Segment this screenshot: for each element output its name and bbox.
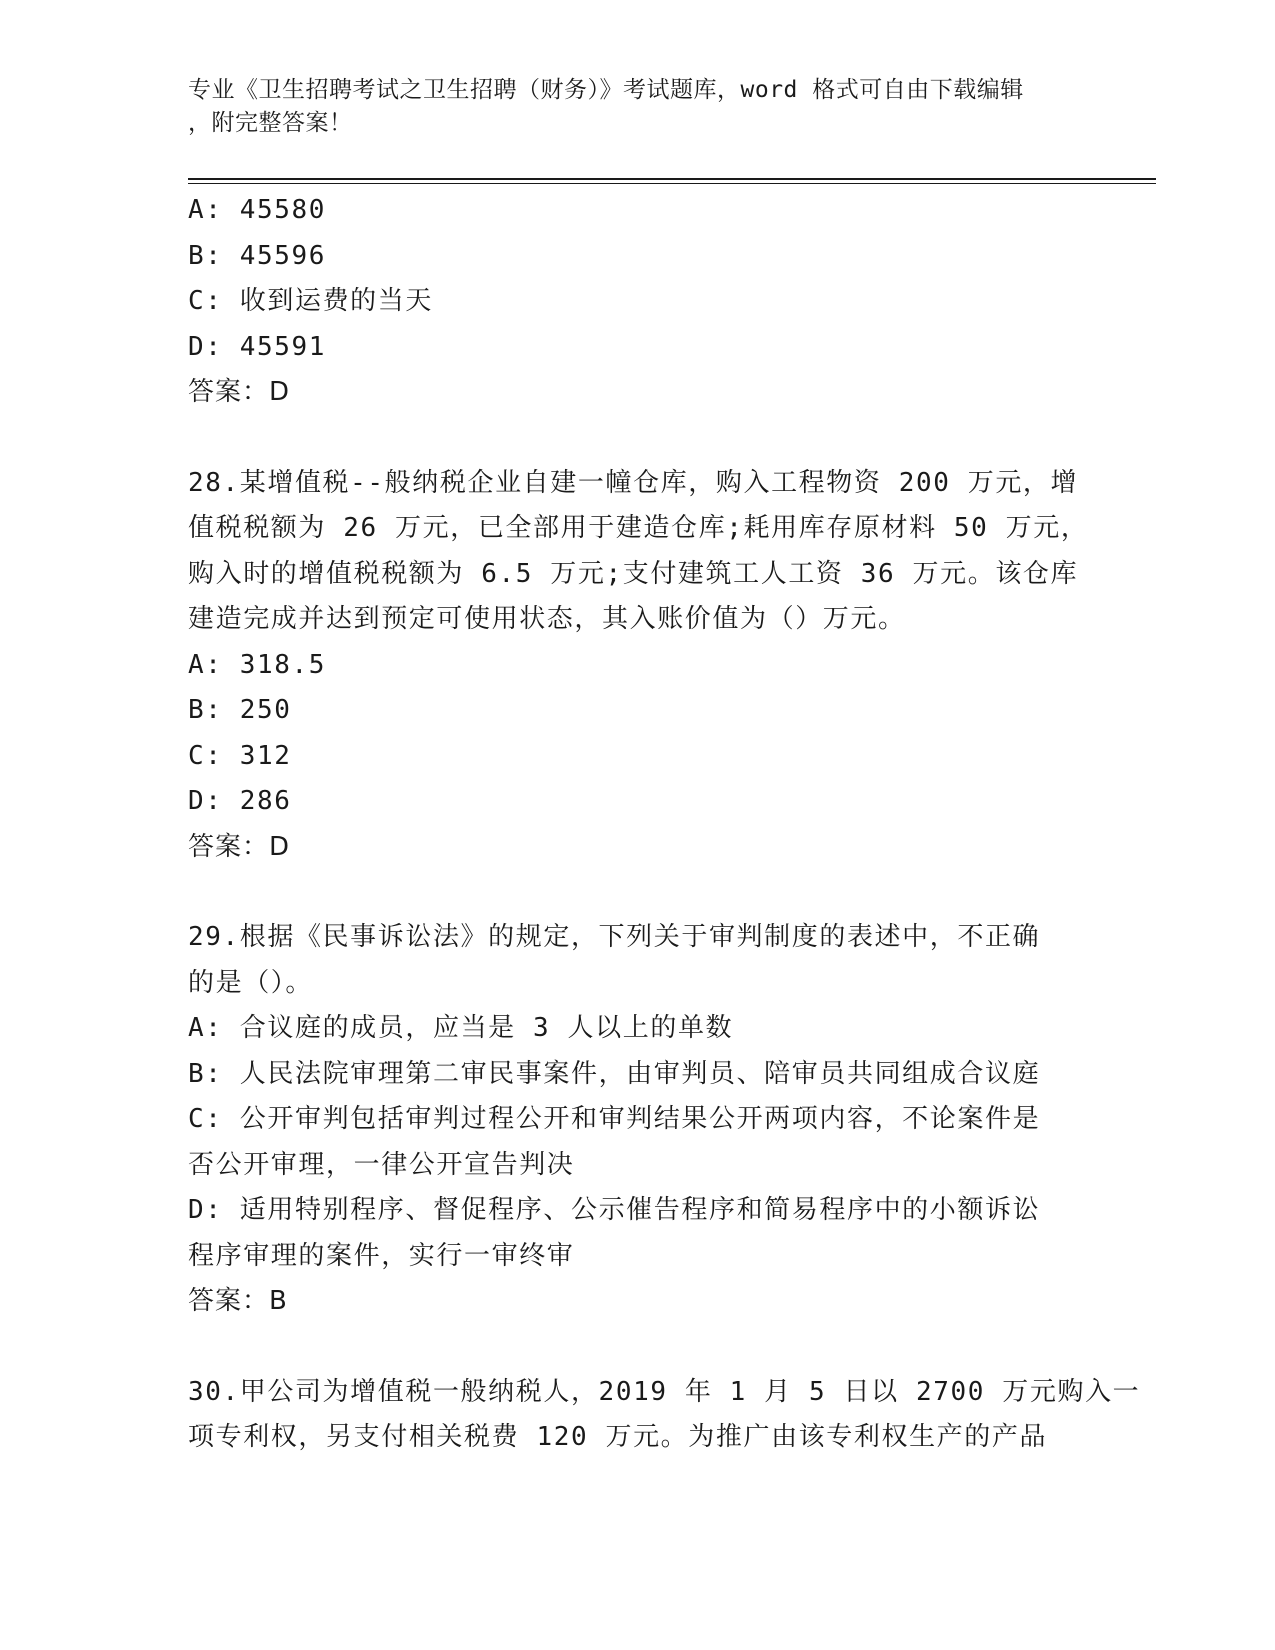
- option-d-continued: 程序审理的案件，实行一审终审: [188, 1240, 575, 1271]
- question-29: [188, 915, 1088, 1325]
- option-c-continued: 否公开审理，一律公开宣告判决: [188, 1149, 575, 1180]
- question-stem-line: 建造完成并达到预定可使用状态，其入账价值为（）万元。: [188, 604, 906, 634]
- option-c: C: 收到运费的当天: [188, 286, 433, 316]
- option-c: C: 公开审判包括审判过程公开和审判结果公开两项内容，不论案件是: [188, 1104, 1041, 1134]
- option-b: B: 人民法院审理第二审民事案件，由审判员、陪审员共同组成合议庭: [188, 1058, 1041, 1089]
- question-content: [188, 188, 1141, 1461]
- question-stem-line: 项专利权，另支付相关税费 120 万元。为推广由该专利权生产的产品: [188, 1422, 1048, 1452]
- option-b: B: 45596: [188, 240, 327, 271]
- option-a: A: 318.5: [188, 649, 327, 680]
- option-d: D: 286: [188, 786, 292, 816]
- header-line-2: ，附完整答案！: [188, 110, 353, 136]
- option-a: A: 合议庭的成员，应当是 3 人以上的单数: [188, 1013, 734, 1043]
- question-28: [188, 461, 1088, 871]
- question-stem-line: 28.某增值税--般纳税企业自建一幢仓库，购入工程物资 200 万元，增: [188, 467, 1079, 498]
- document-header: [188, 74, 1088, 140]
- option-b: B: 250: [188, 695, 292, 725]
- question-stem-line: 购入时的增值税税额为 6.5 万元;支付建筑工人工资 36 万元。该仓库: [188, 558, 1079, 589]
- option-a: A: 45580: [188, 195, 327, 225]
- question-30: [188, 1370, 1141, 1461]
- header-divider-thick: [188, 178, 1156, 180]
- header-divider-thin: [188, 183, 1156, 184]
- header-line-1: 专业《卫生招聘考试之卫生招聘（财务）》考试题库，word 格式可自由下载编辑: [188, 77, 1024, 103]
- question-stem-line: 值税税额为 26 万元，已全部用于建造仓库;耗用库存原材料 50 万元，: [188, 513, 1089, 543]
- answer: 答案：B: [188, 1286, 288, 1316]
- option-d: D: 45591: [188, 331, 327, 362]
- option-d: D: 适用特别程序、督促程序、公示催告程序和简易程序中的小额诉讼: [188, 1195, 1041, 1225]
- question-27-options: [188, 188, 1088, 416]
- option-c: C: 312: [188, 740, 292, 771]
- answer: 答案：D: [188, 377, 291, 407]
- answer: 答案：D: [188, 831, 291, 862]
- question-stem-line: 30.甲公司为增值税一般纳税人，2019 年 1 月 5 日以 2700 万元购入一: [188, 1376, 1141, 1407]
- question-stem-line: 29.根据《民事诉讼法》的规定，下列关于审判制度的表述中，不正确: [188, 922, 1041, 952]
- question-stem-line: 的是（）。: [188, 967, 314, 998]
